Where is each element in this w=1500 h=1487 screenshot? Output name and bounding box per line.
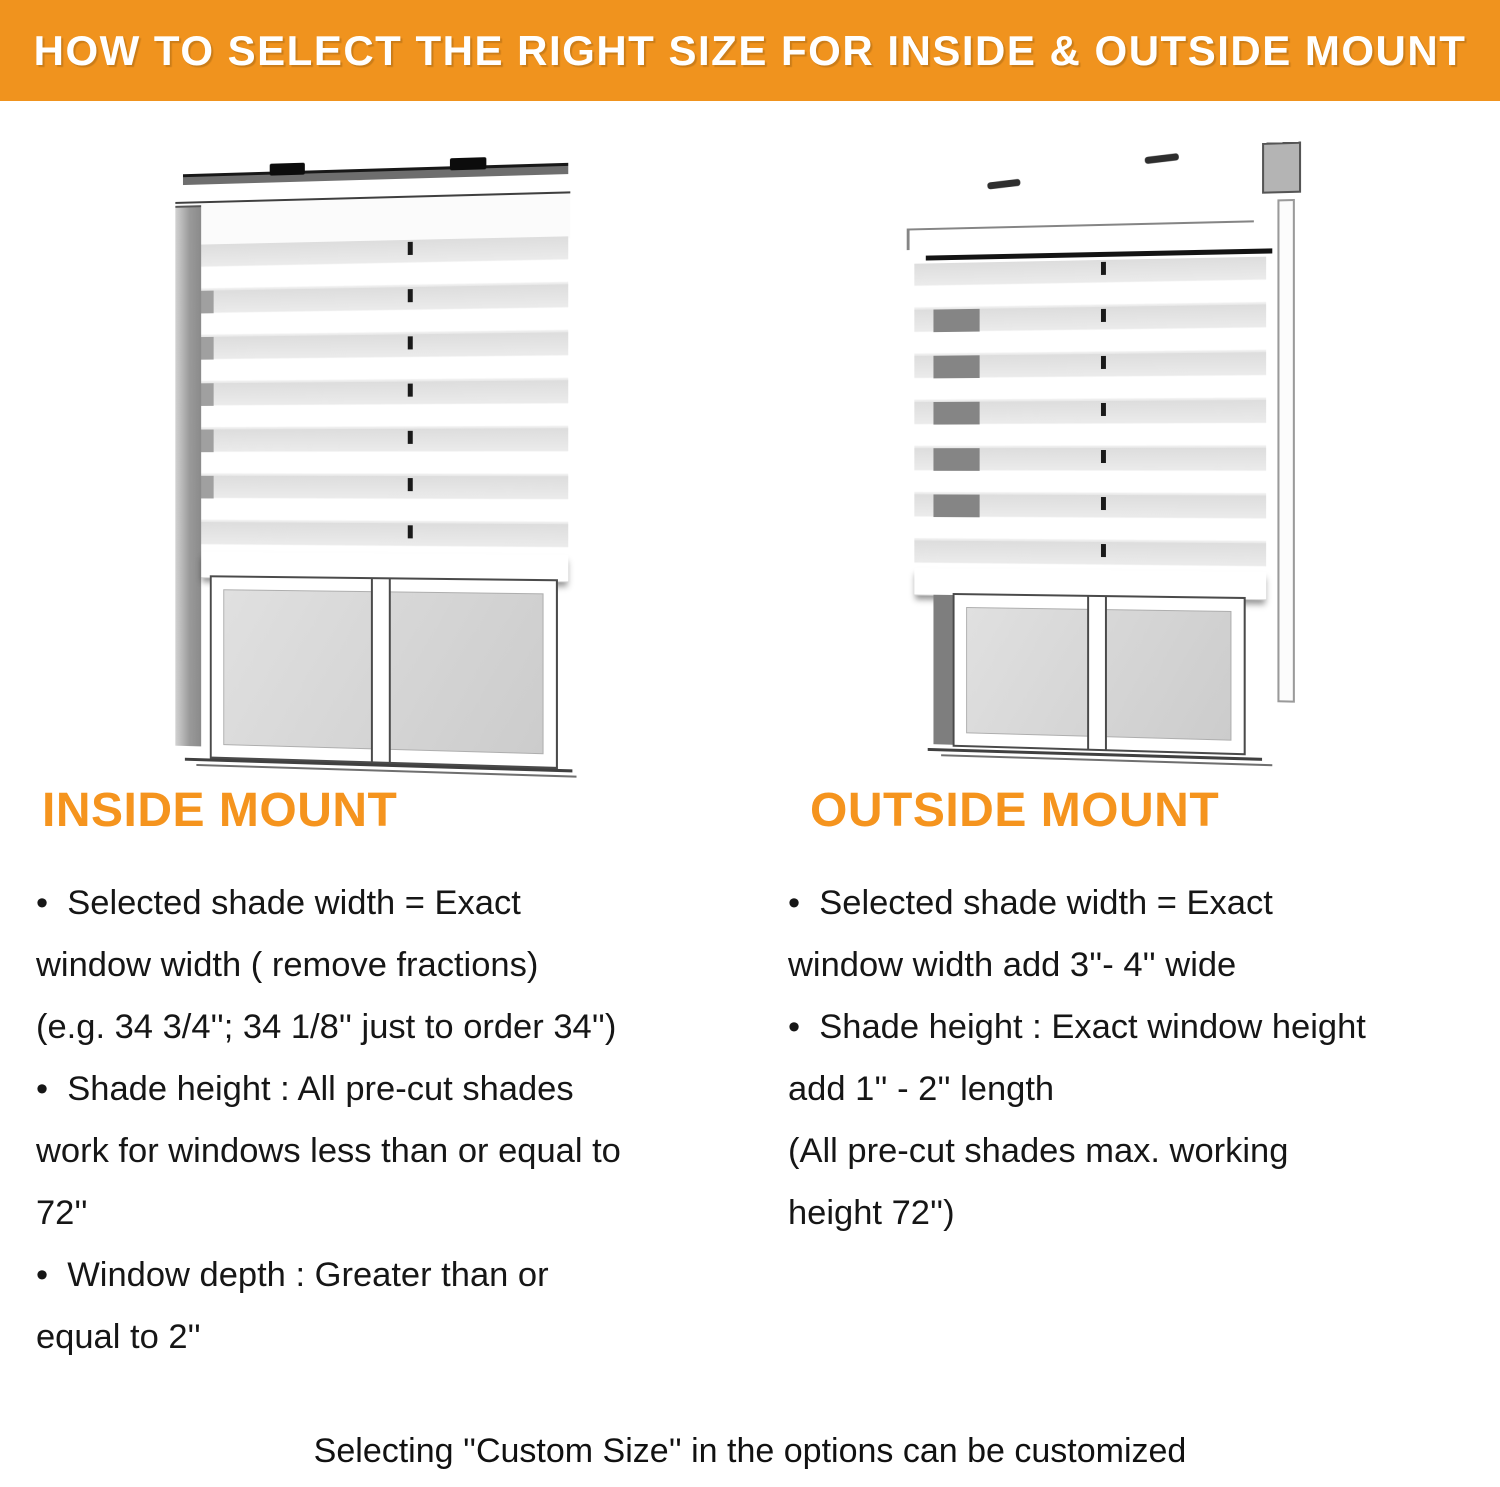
wall-screw-mark-icon xyxy=(987,179,1020,190)
bullet-line: work for windows less than or equal to xyxy=(36,1132,621,1170)
mullion-shadow-dashes xyxy=(1101,262,1106,562)
inside-mount-text xyxy=(36,872,756,1368)
wall-edge-line xyxy=(909,220,1254,230)
outside-mount-3d-wrapper xyxy=(899,141,1307,778)
mullion-shadow-dashes xyxy=(408,242,413,544)
inside-mount-heading: INSIDE MOUNT xyxy=(42,784,398,837)
inside-mount-illustration xyxy=(150,155,570,773)
inside-mount-3d-wrapper xyxy=(156,148,572,779)
outside-mount-heading: OUTSIDE MOUNT xyxy=(810,784,1220,837)
window-glass xyxy=(955,595,1244,753)
banner-title: HOW TO SELECT THE RIGHT SIZE FOR INSIDE & OUTSIDE MOUNT xyxy=(33,26,1467,74)
bullet-line: (e.g. 34 3/4''; 34 1/8'' just to order 34'') xyxy=(36,1008,617,1046)
outside-mount-illustration xyxy=(893,148,1305,772)
window-center-mullion xyxy=(1087,597,1107,749)
banner xyxy=(0,0,1500,101)
window-center-mullion xyxy=(371,579,391,762)
window-frame-left xyxy=(175,205,201,746)
window-jamb-strip xyxy=(933,595,956,745)
window-side-trim xyxy=(1277,199,1294,703)
bullet-line: • Window depth : Greater than or xyxy=(36,1256,549,1294)
bullet-line: window width ( remove fractions) xyxy=(36,946,539,984)
zebra-shade-stripes xyxy=(201,236,568,555)
bullet-line: window width add 3''- 4'' wide xyxy=(788,946,1237,984)
window-jamb-shadow-marks xyxy=(933,309,979,541)
bullet-line: • Selected shade width = Exact xyxy=(36,884,521,922)
mount-bracket-icon xyxy=(450,157,486,170)
wall-screw-mark-icon xyxy=(1145,153,1180,164)
bullet-line: • Shade height : All pre-cut shades xyxy=(36,1070,574,1108)
bullet-line: equal to 2'' xyxy=(36,1318,201,1356)
bullet-line: • Shade height : Exact window height xyxy=(788,1008,1366,1046)
bullet-line: height 72'') xyxy=(788,1194,955,1232)
bullet-line: add 1'' - 2'' length xyxy=(788,1070,1055,1108)
mount-bracket-icon xyxy=(270,163,305,176)
window-glass xyxy=(212,577,556,767)
custom-size-note: Selecting ''Custom Size'' in the options can be customized xyxy=(313,1432,1187,1470)
bullet-line: (All pre-cut shades max. working xyxy=(788,1132,1289,1170)
bullet-line: • Selected shade width = Exact xyxy=(788,884,1273,922)
bullet-line: 72'' xyxy=(36,1194,88,1232)
wall-mount-bracket-icon xyxy=(1262,142,1301,194)
wall-edge-hook xyxy=(907,228,910,250)
frame-recess-shadow-marks xyxy=(201,291,213,523)
outside-mount-text xyxy=(788,872,1500,1244)
shade-headrail xyxy=(183,163,568,185)
